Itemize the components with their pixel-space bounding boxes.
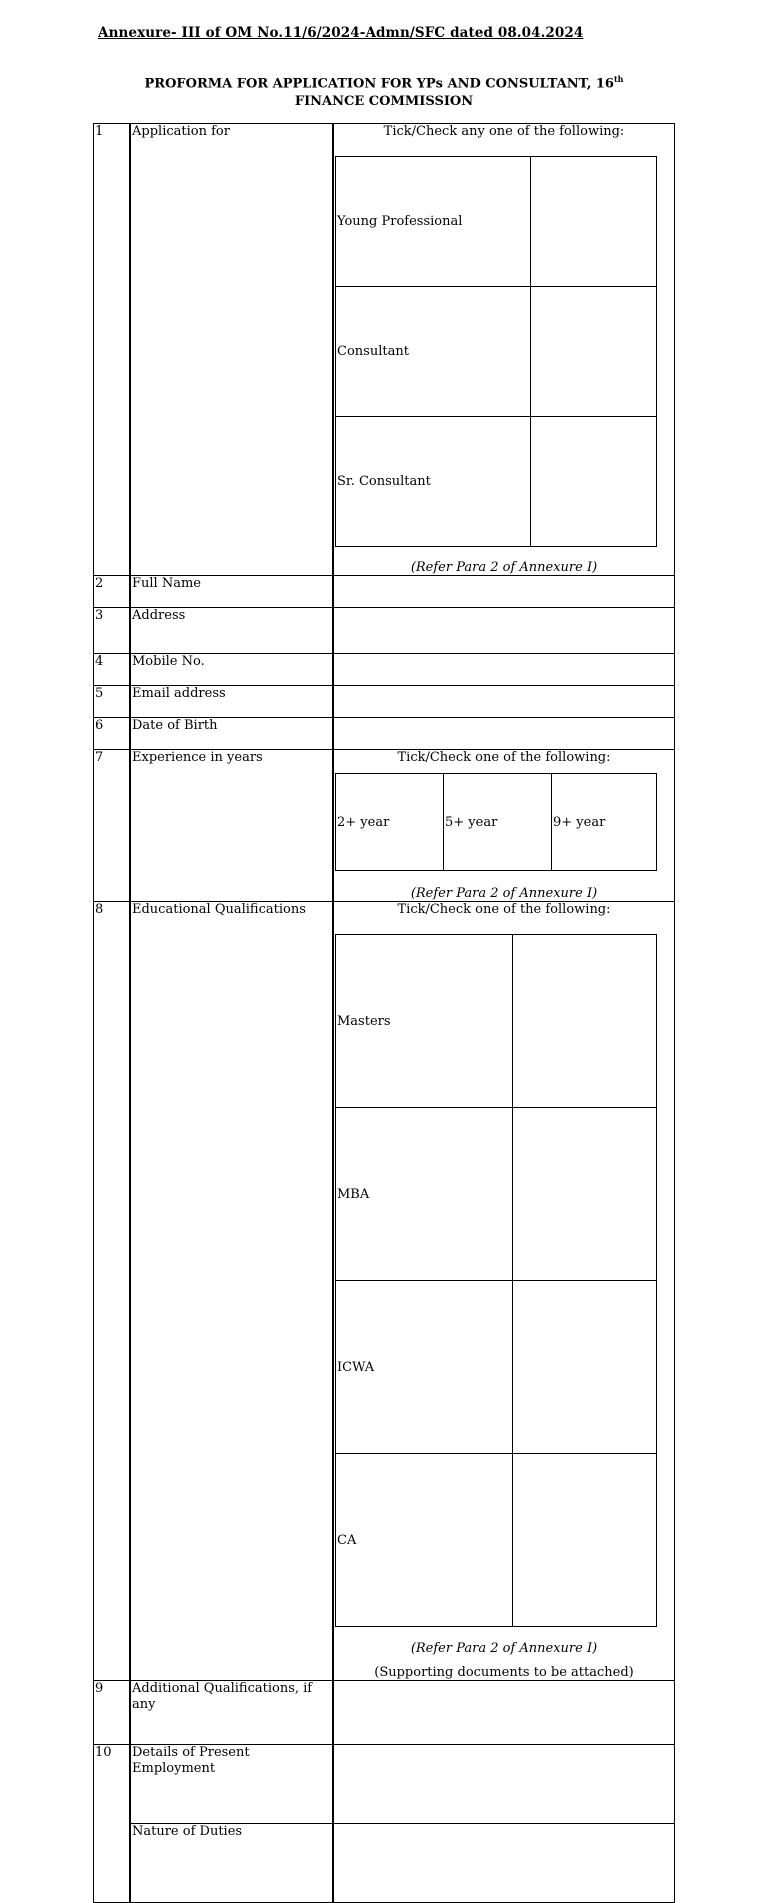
field-label-full-name: Full Name	[130, 576, 333, 608]
title-superscript: th	[613, 74, 624, 84]
field-label-address: Address	[130, 608, 333, 654]
option-label: Consultant	[336, 287, 531, 417]
form-row-additional-qualifications	[94, 1681, 675, 1745]
form-row-experience	[94, 750, 675, 902]
field-label-experience: Experience in years	[130, 750, 333, 902]
page-title	[94, 70, 674, 111]
form-row-present-employment	[94, 1745, 675, 1824]
option-checkbox-consultant[interactable]	[531, 287, 657, 417]
full-name-input-cell[interactable]	[333, 576, 675, 608]
field-label-education: Educational Qualifications	[130, 902, 333, 1681]
annexure-reference: Annexure- III of OM No.11/6/2024-Admn/SFC dated 08.04.2024	[98, 25, 584, 41]
row-number: 9	[94, 1681, 131, 1745]
nature-of-duties-input-cell[interactable]	[333, 1824, 675, 1903]
option-row	[336, 1108, 657, 1281]
row-number: 7	[94, 750, 131, 902]
mobile-input-cell[interactable]	[333, 654, 675, 686]
field-label-nature-of-duties: Nature of Duties	[130, 1824, 333, 1903]
education-options-table	[335, 934, 657, 1627]
form-row-nature-of-duties	[94, 1824, 675, 1903]
education-cell	[333, 902, 675, 1681]
title-line-2: FINANCE COMMISSION	[294, 94, 474, 110]
additional-qualifications-input-cell[interactable]	[333, 1681, 675, 1745]
field-label-date-of-birth: Date of Birth	[130, 718, 333, 750]
option-label: Masters	[336, 935, 513, 1108]
address-input-cell[interactable]	[333, 608, 675, 654]
email-input-cell[interactable]	[333, 686, 675, 718]
option-checkbox-ca[interactable]	[513, 1454, 657, 1627]
row-number: 5	[94, 686, 131, 718]
row-number: 10	[94, 1745, 131, 1903]
option-checkbox-young-professional[interactable]	[531, 157, 657, 287]
option-row	[336, 287, 657, 417]
row-number: 2	[94, 576, 131, 608]
option-label: MBA	[336, 1108, 513, 1281]
experience-options-table	[335, 773, 657, 871]
title-main: PROFORMA FOR APPLICATION FOR YPs AND CONSULTANT, 16	[144, 76, 614, 92]
option-label: Sr. Consultant	[336, 417, 531, 547]
row-number: 3	[94, 608, 131, 654]
field-label-application-for: Application for	[130, 124, 333, 576]
form-row-mobile	[94, 654, 675, 686]
form-row-education	[94, 902, 675, 1681]
option-row	[336, 774, 657, 871]
experience-option-9-plus[interactable]: 9+ year	[552, 774, 657, 871]
option-row	[336, 1281, 657, 1454]
row-number: 8	[94, 902, 131, 1681]
option-label: Young Professional	[336, 157, 531, 287]
date-of-birth-input-cell[interactable]	[333, 718, 675, 750]
present-employment-input-cell[interactable]	[333, 1745, 675, 1824]
row-number: 6	[94, 718, 131, 750]
form-row-dob	[94, 718, 675, 750]
experience-cell	[333, 750, 675, 902]
experience-option-2-plus[interactable]: 2+ year	[336, 774, 444, 871]
form-row-application-for	[94, 124, 675, 576]
refer-note: (Refer Para 2 of Annexure I)	[410, 560, 598, 575]
instruction-text: Tick/Check one of the following:	[397, 902, 611, 917]
refer-note: (Refer Para 2 of Annexure I)	[410, 886, 598, 901]
application-options-table	[335, 156, 657, 547]
option-checkbox-masters[interactable]	[513, 935, 657, 1108]
experience-option-5-plus[interactable]: 5+ year	[444, 774, 552, 871]
option-label: ICWA	[336, 1281, 513, 1454]
form-row-full-name	[94, 576, 675, 608]
option-checkbox-icwa[interactable]	[513, 1281, 657, 1454]
supporting-documents-note: (Supporting documents to be attached)	[374, 1665, 634, 1680]
option-row	[336, 417, 657, 547]
option-checkbox-mba[interactable]	[513, 1108, 657, 1281]
field-label-mobile: Mobile No.	[130, 654, 333, 686]
application-form-table	[93, 123, 675, 1903]
option-row	[336, 157, 657, 287]
form-row-email	[94, 686, 675, 718]
row-number: 4	[94, 654, 131, 686]
option-row	[336, 935, 657, 1108]
field-label-present-employment: Details of Present Employment	[130, 1745, 333, 1824]
instruction-text: Tick/Check one of the following:	[397, 750, 611, 765]
option-label: CA	[336, 1454, 513, 1627]
field-label-additional-qualifications: Additional Qualifications, if any	[130, 1681, 333, 1745]
option-row	[336, 1454, 657, 1627]
refer-note: (Refer Para 2 of Annexure I)	[410, 1641, 598, 1656]
instruction-text: Tick/Check any one of the following:	[383, 124, 625, 139]
application-for-cell	[333, 124, 675, 576]
option-checkbox-sr-consultant[interactable]	[531, 417, 657, 547]
form-row-address	[94, 608, 675, 654]
field-label-email: Email address	[130, 686, 333, 718]
row-number: 1	[94, 124, 131, 576]
